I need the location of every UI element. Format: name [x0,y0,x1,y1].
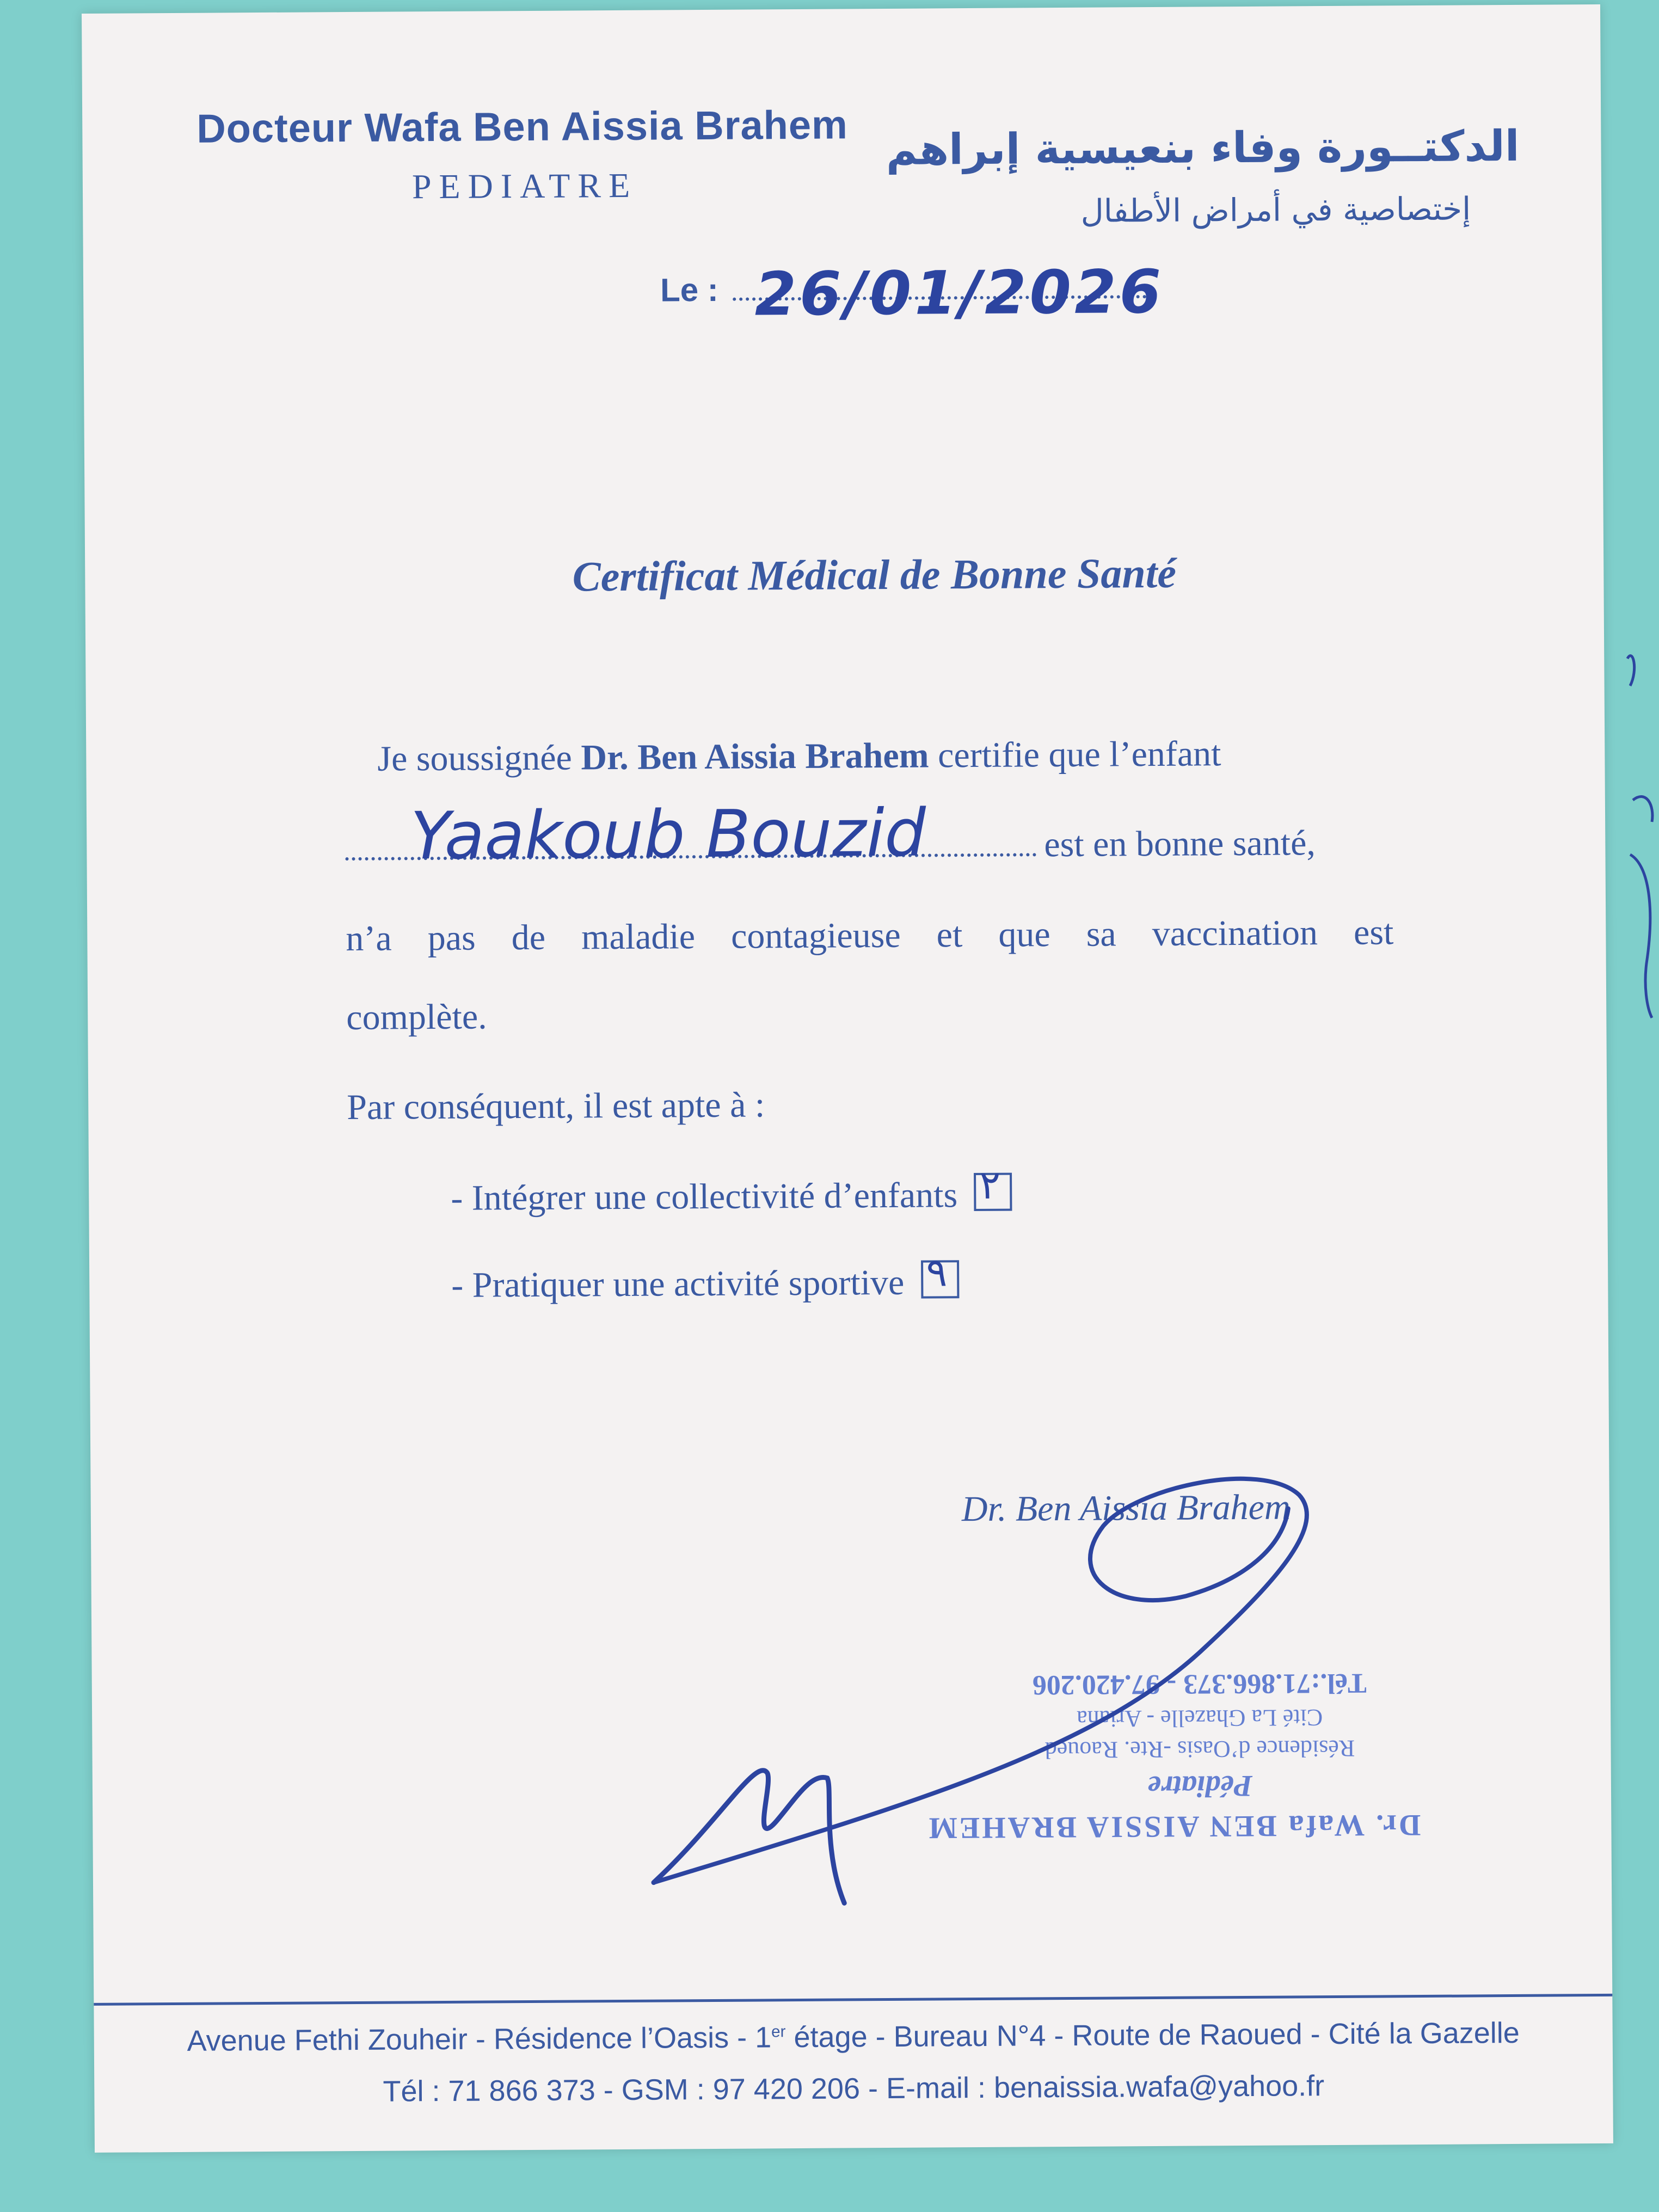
checkbox-mark: ٢ [979,1162,1001,1208]
certificate-paper [82,4,1613,2153]
intro-doctor-name: Dr. Ben Aissia Brahem [581,735,929,778]
paragraph-contagious: n’a pas de maladie contagieuse et que sa vaccination est [346,912,1394,959]
doctor-name: Docteur Wafa Ben Aissia Brahem [196,102,849,151]
doctor-specialty-arabic: إختصاصية في أمراض الأطفال [1080,190,1471,230]
footer-superscript: er [771,2023,786,2041]
checkbox-mark: ٩ [926,1249,948,1295]
stamp-line: Dr. Wafa BEN AISSIA BRAHEM [926,1808,1421,1845]
background-pen-marks [1622,626,1659,1116]
intro-text: Je soussignée [377,738,573,779]
health-statement: est en bonne santé, [1044,823,1316,865]
footer-address-part: Avenue Fethi Zouheir - Résidence l’Oasis - 1 [187,2021,772,2057]
paragraph-complete: complète. [346,997,487,1038]
stamp-line: Cité La Ghazelle - Ariana [1077,1704,1323,1732]
stamp-line: Pédiatre [1147,1768,1253,1804]
intro-tail: certifie que l’enfant [937,734,1221,776]
date-handwritten: 26/01/2026 [754,256,1165,329]
stamp-line: Résidence d’Oasis -Rte. Raoued [1044,1735,1355,1764]
stamp-line: Tél.:71.866.373 - 97.420.206 [1032,1667,1367,1701]
signature-name: Dr. Ben Aissia Brahem [961,1487,1291,1529]
certificate-title: Certificat Médical de Bonne Santé [572,549,1177,600]
aptitude-label: - Intégrer une collectivité d’enfants [451,1175,958,1218]
aptitude-label: - Pratiquer une activité sportive [451,1262,905,1305]
footer-contact: Tél : 71 866 373 - GSM : 97 420 206 - E-mail : benaissia.wafa@yahoo.fr [383,2069,1325,2108]
doctor-name-arabic: الدكتــورة وفاء بنعيسية إبراهم [886,121,1520,175]
footer-address-part: étage - Bureau N°4 - Route de Raoued - Cité la Gazelle [785,2016,1520,2054]
doctor-specialty: PEDIATRE [411,165,638,206]
child-name-handwritten: Yaakoub Bouzid [410,795,926,875]
handwritten-signature [82,4,1613,2153]
date-label: Le : [660,271,718,309]
paragraph-consequence: Par conséquent, il est apte à : [347,1085,765,1128]
